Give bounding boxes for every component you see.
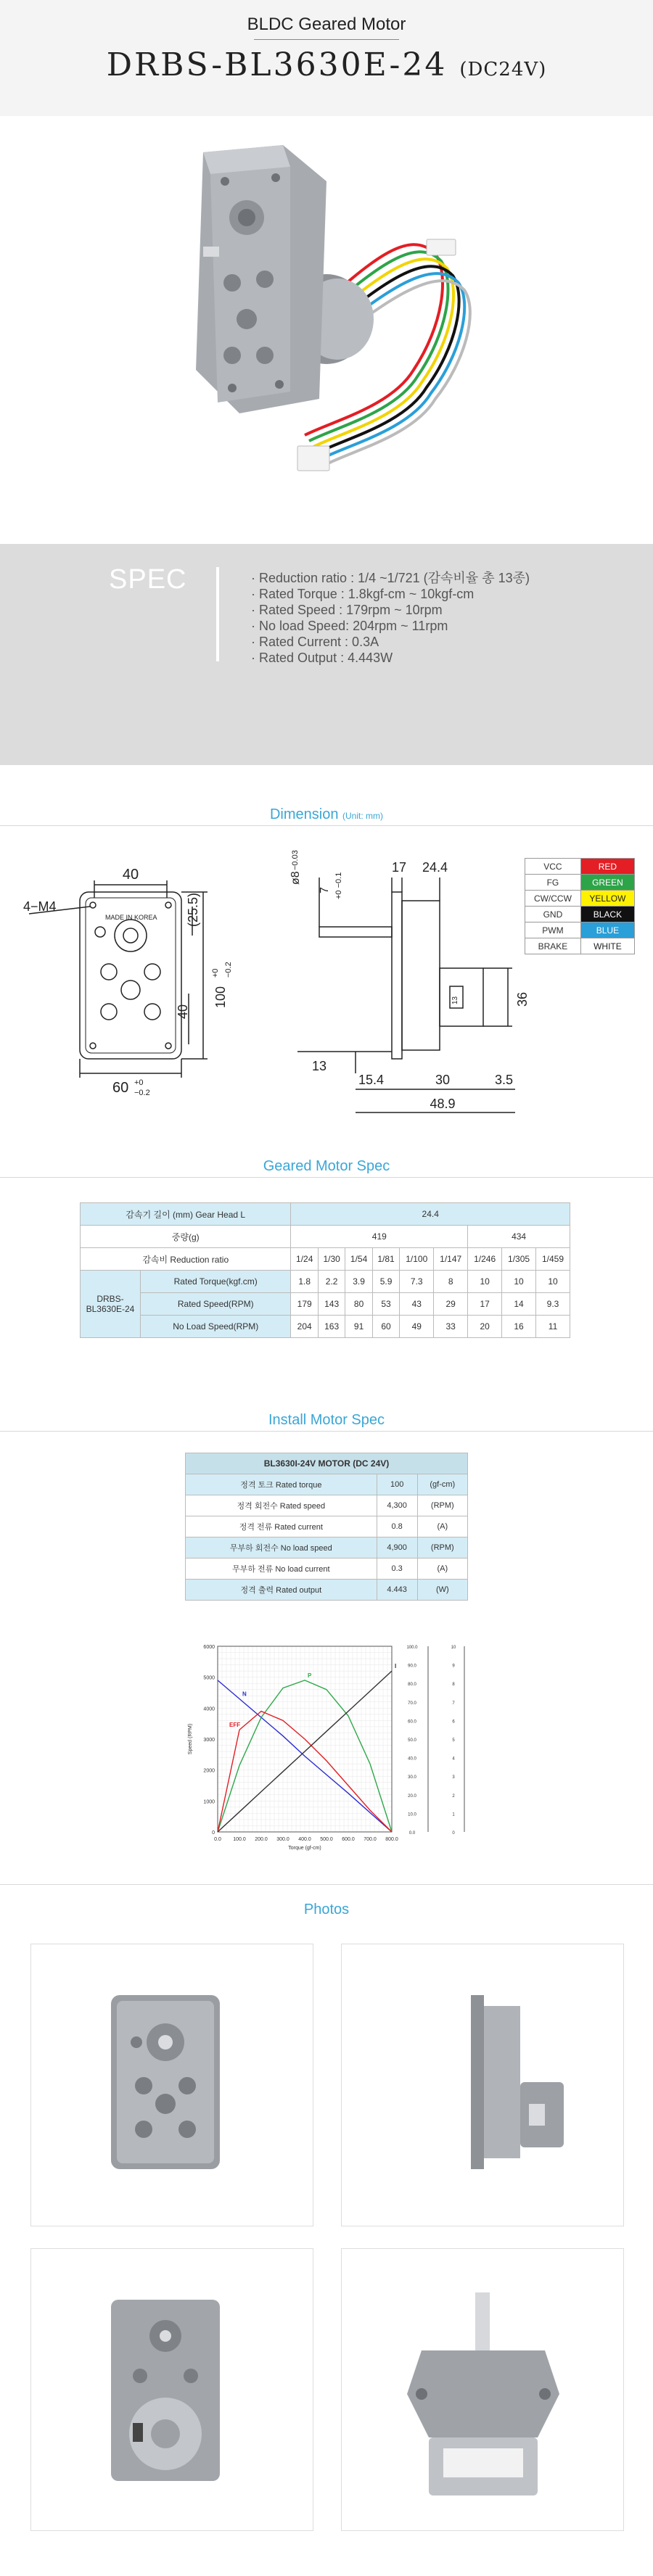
install-unit: (A) [417, 1559, 467, 1580]
x-tick-label: 600.0 [342, 1837, 355, 1842]
photo-back-image [31, 2249, 313, 2530]
wire-color-table [525, 858, 635, 954]
value-cell: 163 [318, 1316, 345, 1338]
dimension-unit: (Unit: mm) [342, 811, 384, 821]
dim-label: 40 [122, 867, 139, 883]
value-cell: 10 [536, 1271, 570, 1293]
performance-chart [181, 1638, 486, 1862]
y2-tick-label: 10.0 [408, 1812, 416, 1817]
y2-tick-label: 90.0 [408, 1664, 416, 1669]
dim-label: MADE IN KOREA [105, 914, 157, 921]
spec-item: · No load Speed: 204rpm ~ 11rpm [251, 619, 448, 633]
wire-row [525, 938, 635, 954]
wire-name: FG [525, 875, 581, 891]
dim-label: +0 −0.1 [334, 872, 343, 899]
y2-tick-label: 0.0 [408, 1831, 416, 1836]
install-spec-title: Install Motor Spec [268, 1412, 385, 1428]
row-label: Rated Speed(RPM) [141, 1293, 291, 1316]
spec-item: · Rated Speed : 179rpm ~ 10rpm [251, 603, 443, 617]
y2-tick-label: 40.0 [408, 1756, 416, 1762]
wire-color: YELLOW [580, 891, 634, 907]
dim-label: ø8 [289, 871, 302, 885]
product-hero-image [174, 138, 493, 515]
x-tick-label: 0.0 [214, 1837, 221, 1842]
value-cell: 3.9 [345, 1271, 372, 1293]
install-value: 100 [377, 1474, 417, 1495]
wire-color: WHITE [580, 938, 634, 954]
y2-tick-label: 70.0 [408, 1701, 416, 1706]
ratio-cell: 1/24 [291, 1248, 318, 1271]
value-cell: 2.2 [318, 1271, 345, 1293]
x-tick-label: 400.0 [298, 1837, 311, 1842]
y3-tick-label: 2 [452, 1793, 455, 1799]
ratio-cell: 1/305 [502, 1248, 536, 1271]
wire-color: BLUE [580, 922, 634, 938]
y3-tick-label: 10 [451, 1646, 456, 1650]
value-cell: 10 [468, 1271, 502, 1293]
y2-tick-label: 60.0 [408, 1720, 416, 1725]
install-value: 4.443 [377, 1580, 417, 1601]
value-cell: 143 [318, 1293, 345, 1316]
dim-label: 3.5 [495, 1073, 514, 1087]
value-cell: 16 [502, 1316, 536, 1338]
length-value: 24.4 [291, 1203, 570, 1226]
weight-b: 434 [468, 1226, 570, 1248]
x-tick-label: 800.0 [385, 1837, 398, 1842]
y3-tick-label: 1 [452, 1812, 455, 1817]
install-spec-table [185, 1453, 468, 1601]
dim-label: 7 [319, 887, 331, 893]
wire-color: RED [580, 859, 634, 875]
photo-front-image [31, 1944, 313, 2226]
wire-row [525, 891, 635, 907]
dim-label: +0 [211, 968, 220, 978]
install-unit: (W) [417, 1580, 467, 1601]
dim-label: +0 [134, 1078, 144, 1087]
spec-label: SPEC [109, 564, 187, 595]
x-tick-label: 200.0 [255, 1837, 268, 1842]
install-row [186, 1516, 468, 1537]
dim-label: 60 [112, 1080, 129, 1096]
row-label: No Load Speed(RPM) [141, 1316, 291, 1338]
dimension-drawing [15, 834, 537, 1139]
dim-label: 24.4 [422, 860, 448, 875]
y-tick-label: 3000 [203, 1738, 215, 1743]
length-label: 감속기 길이 (mm) Gear Head L [81, 1203, 291, 1226]
series-label: EFF [229, 1722, 241, 1729]
model-voltage: (DC24V) [459, 59, 547, 80]
y-tick-label: 4000 [203, 1706, 215, 1712]
value-cell: 29 [434, 1293, 468, 1316]
photos-title: Photos [303, 1902, 350, 1917]
product-category: BLDC Geared Motor [247, 15, 406, 34]
install-unit: (A) [417, 1516, 467, 1537]
value-cell: 9.3 [536, 1293, 570, 1316]
value-cell: 60 [372, 1316, 399, 1338]
value-cell: 5.9 [372, 1271, 399, 1293]
install-unit: (RPM) [417, 1537, 467, 1559]
dim-label: 48.9 [430, 1097, 456, 1111]
dim-label: 40 [176, 1004, 190, 1019]
spec-item: · Rated Torque : 1.8kgf-cm ~ 10kgf-cm [251, 587, 475, 601]
install-value: 4,300 [377, 1495, 417, 1516]
x-tick-label: 700.0 [364, 1837, 377, 1842]
spec-item: · Rated Output : 4.443W [251, 651, 393, 665]
geared-spec-title: Geared Motor Spec [263, 1158, 390, 1174]
dim-label: −0.03 [291, 850, 300, 870]
value-cell: 80 [345, 1293, 372, 1316]
dimension-title: Dimension (Unit: mm) [269, 806, 384, 822]
wire-row [525, 907, 635, 922]
x-tick-label: 300.0 [276, 1837, 289, 1842]
value-cell: 17 [468, 1293, 502, 1316]
value-cell: 14 [502, 1293, 536, 1316]
product-model-title [0, 46, 653, 83]
wire-name: CW/CCW [525, 891, 581, 907]
wire-color: GREEN [580, 875, 634, 891]
spec-item: · Rated Current : 0.3A [251, 635, 379, 649]
y2-tick-label: 80.0 [408, 1683, 416, 1688]
photo-side [341, 1944, 624, 2226]
y3-tick-label: 8 [452, 1683, 455, 1688]
install-value: 0.8 [377, 1516, 417, 1537]
value-cell: 1.8 [291, 1271, 318, 1293]
value-cell: 7.3 [400, 1271, 434, 1293]
y2-tick-label: 50.0 [408, 1738, 416, 1743]
install-label: 정격 전류 Rated current [186, 1516, 377, 1537]
y3-tick-label: 0 [452, 1831, 455, 1836]
ratio-cell: 1/147 [434, 1248, 468, 1271]
install-value: 4,900 [377, 1537, 417, 1559]
value-cell: 8 [434, 1271, 468, 1293]
y-tick-label: 6000 [203, 1645, 215, 1650]
wire-row [525, 875, 635, 891]
value-cell: 20 [468, 1316, 502, 1338]
spec-section [0, 544, 653, 765]
wire-name: VCC [525, 859, 581, 875]
y-tick-label: 5000 [203, 1675, 215, 1681]
dim-label: 100 [213, 986, 228, 1008]
install-row [186, 1559, 468, 1580]
y3-tick-label: 4 [452, 1756, 455, 1762]
wire-name: GND [525, 907, 581, 922]
install-table-title: BL3630I-24V MOTOR (DC 24V) [186, 1453, 468, 1474]
install-label: 정격 출력 Rated output [186, 1580, 377, 1601]
model-name: DRBS-BL3630E-24 [106, 46, 448, 83]
dim-label: (25.5) [186, 892, 200, 927]
y3-tick-label: 9 [452, 1664, 455, 1669]
value-cell: 43 [400, 1293, 434, 1316]
y3-tick-label: 7 [452, 1701, 455, 1706]
y-axis-label: Speed (RPM) [188, 1723, 193, 1755]
y2-tick-label: 30.0 [408, 1775, 416, 1780]
spec-item: · Reduction ratio : 1/4 ~1/721 (감속비율 총 13종) [251, 571, 530, 585]
y2-tick-label: 20.0 [408, 1793, 416, 1799]
row-label: Rated Torque(kgf.cm) [141, 1271, 291, 1293]
y3-tick-label: 6 [452, 1720, 455, 1725]
value-cell: 49 [400, 1316, 434, 1338]
ratio-cell: 1/459 [536, 1248, 570, 1271]
value-cell: 179 [291, 1293, 318, 1316]
value-cell: 53 [372, 1293, 399, 1316]
value-cell: 91 [345, 1316, 372, 1338]
install-label: 정격 회전수 Rated speed [186, 1495, 377, 1516]
install-unit: (gf-cm) [417, 1474, 467, 1495]
spec-bar [216, 567, 219, 661]
install-row [186, 1537, 468, 1559]
section-divider [0, 1884, 653, 1885]
dim-label: 15.4 [358, 1073, 385, 1087]
weight-a: 419 [291, 1226, 468, 1248]
value-cell: 10 [502, 1271, 536, 1293]
geared-spec-table [80, 1202, 570, 1338]
section-divider [0, 1177, 653, 1178]
install-row [186, 1474, 468, 1495]
install-value: 0.3 [377, 1559, 417, 1580]
install-row [186, 1495, 468, 1516]
series-label: P [308, 1672, 312, 1679]
section-divider [0, 825, 653, 826]
wire-name: PWM [525, 922, 581, 938]
install-label: 무부하 전류 No load current [186, 1559, 377, 1580]
wire-name: BRAKE [525, 938, 581, 954]
install-unit: (RPM) [417, 1495, 467, 1516]
install-label: 정격 토크 Rated torque [186, 1474, 377, 1495]
value-cell: 204 [291, 1316, 318, 1338]
page-header [0, 0, 653, 116]
value-cell: 11 [536, 1316, 570, 1338]
y-tick-label: 0 [212, 1830, 215, 1836]
model-cell: DRBS-BL3630E-24 [81, 1271, 141, 1338]
dim-label: 30 [435, 1073, 451, 1087]
spec-list [251, 570, 530, 666]
series-label: I [395, 1663, 397, 1670]
x-axis-label: Torque (gf-cm) [288, 1846, 321, 1851]
ratio-cell: 1/54 [345, 1248, 372, 1271]
x-tick-label: 100.0 [233, 1837, 246, 1842]
photo-front [30, 1944, 313, 2226]
y-tick-label: 2000 [203, 1768, 215, 1774]
install-row [186, 1580, 468, 1601]
ratio-cell: 1/100 [400, 1248, 434, 1271]
ratio-cell: 1/246 [468, 1248, 502, 1271]
dim-label: 36 [515, 991, 530, 1007]
value-cell: 33 [434, 1316, 468, 1338]
weight-label: 중량(g) [81, 1226, 291, 1248]
install-label: 무부하 회전수 No load speed [186, 1537, 377, 1559]
y3-tick-label: 5 [452, 1738, 455, 1743]
dim-label: 13 [451, 996, 459, 1004]
photo-top-image [342, 2249, 623, 2530]
y2-tick-label: 100.0 [406, 1646, 418, 1650]
ratio-label: 감속비 Reduction ratio [81, 1248, 291, 1271]
dim-label: −0.2 [224, 962, 233, 978]
y-tick-label: 1000 [203, 1799, 215, 1805]
wire-color: BLACK [580, 907, 634, 922]
photo-top [341, 2248, 624, 2531]
dim-label: 17 [391, 860, 407, 875]
dim-label: 13 [312, 1059, 327, 1073]
ratio-cell: 1/81 [372, 1248, 399, 1271]
title-divider [254, 39, 399, 40]
section-divider [0, 1431, 653, 1432]
series-label: N [242, 1690, 247, 1698]
wire-row [525, 859, 635, 875]
photo-side-image [342, 1944, 623, 2226]
x-tick-label: 500.0 [320, 1837, 333, 1842]
photo-back [30, 2248, 313, 2531]
ratio-cell: 1/30 [318, 1248, 345, 1271]
y3-tick-label: 3 [452, 1775, 455, 1780]
dim-label: 4−M4 [23, 899, 57, 914]
dim-label: −0.2 [134, 1089, 150, 1097]
wire-row [525, 922, 635, 938]
